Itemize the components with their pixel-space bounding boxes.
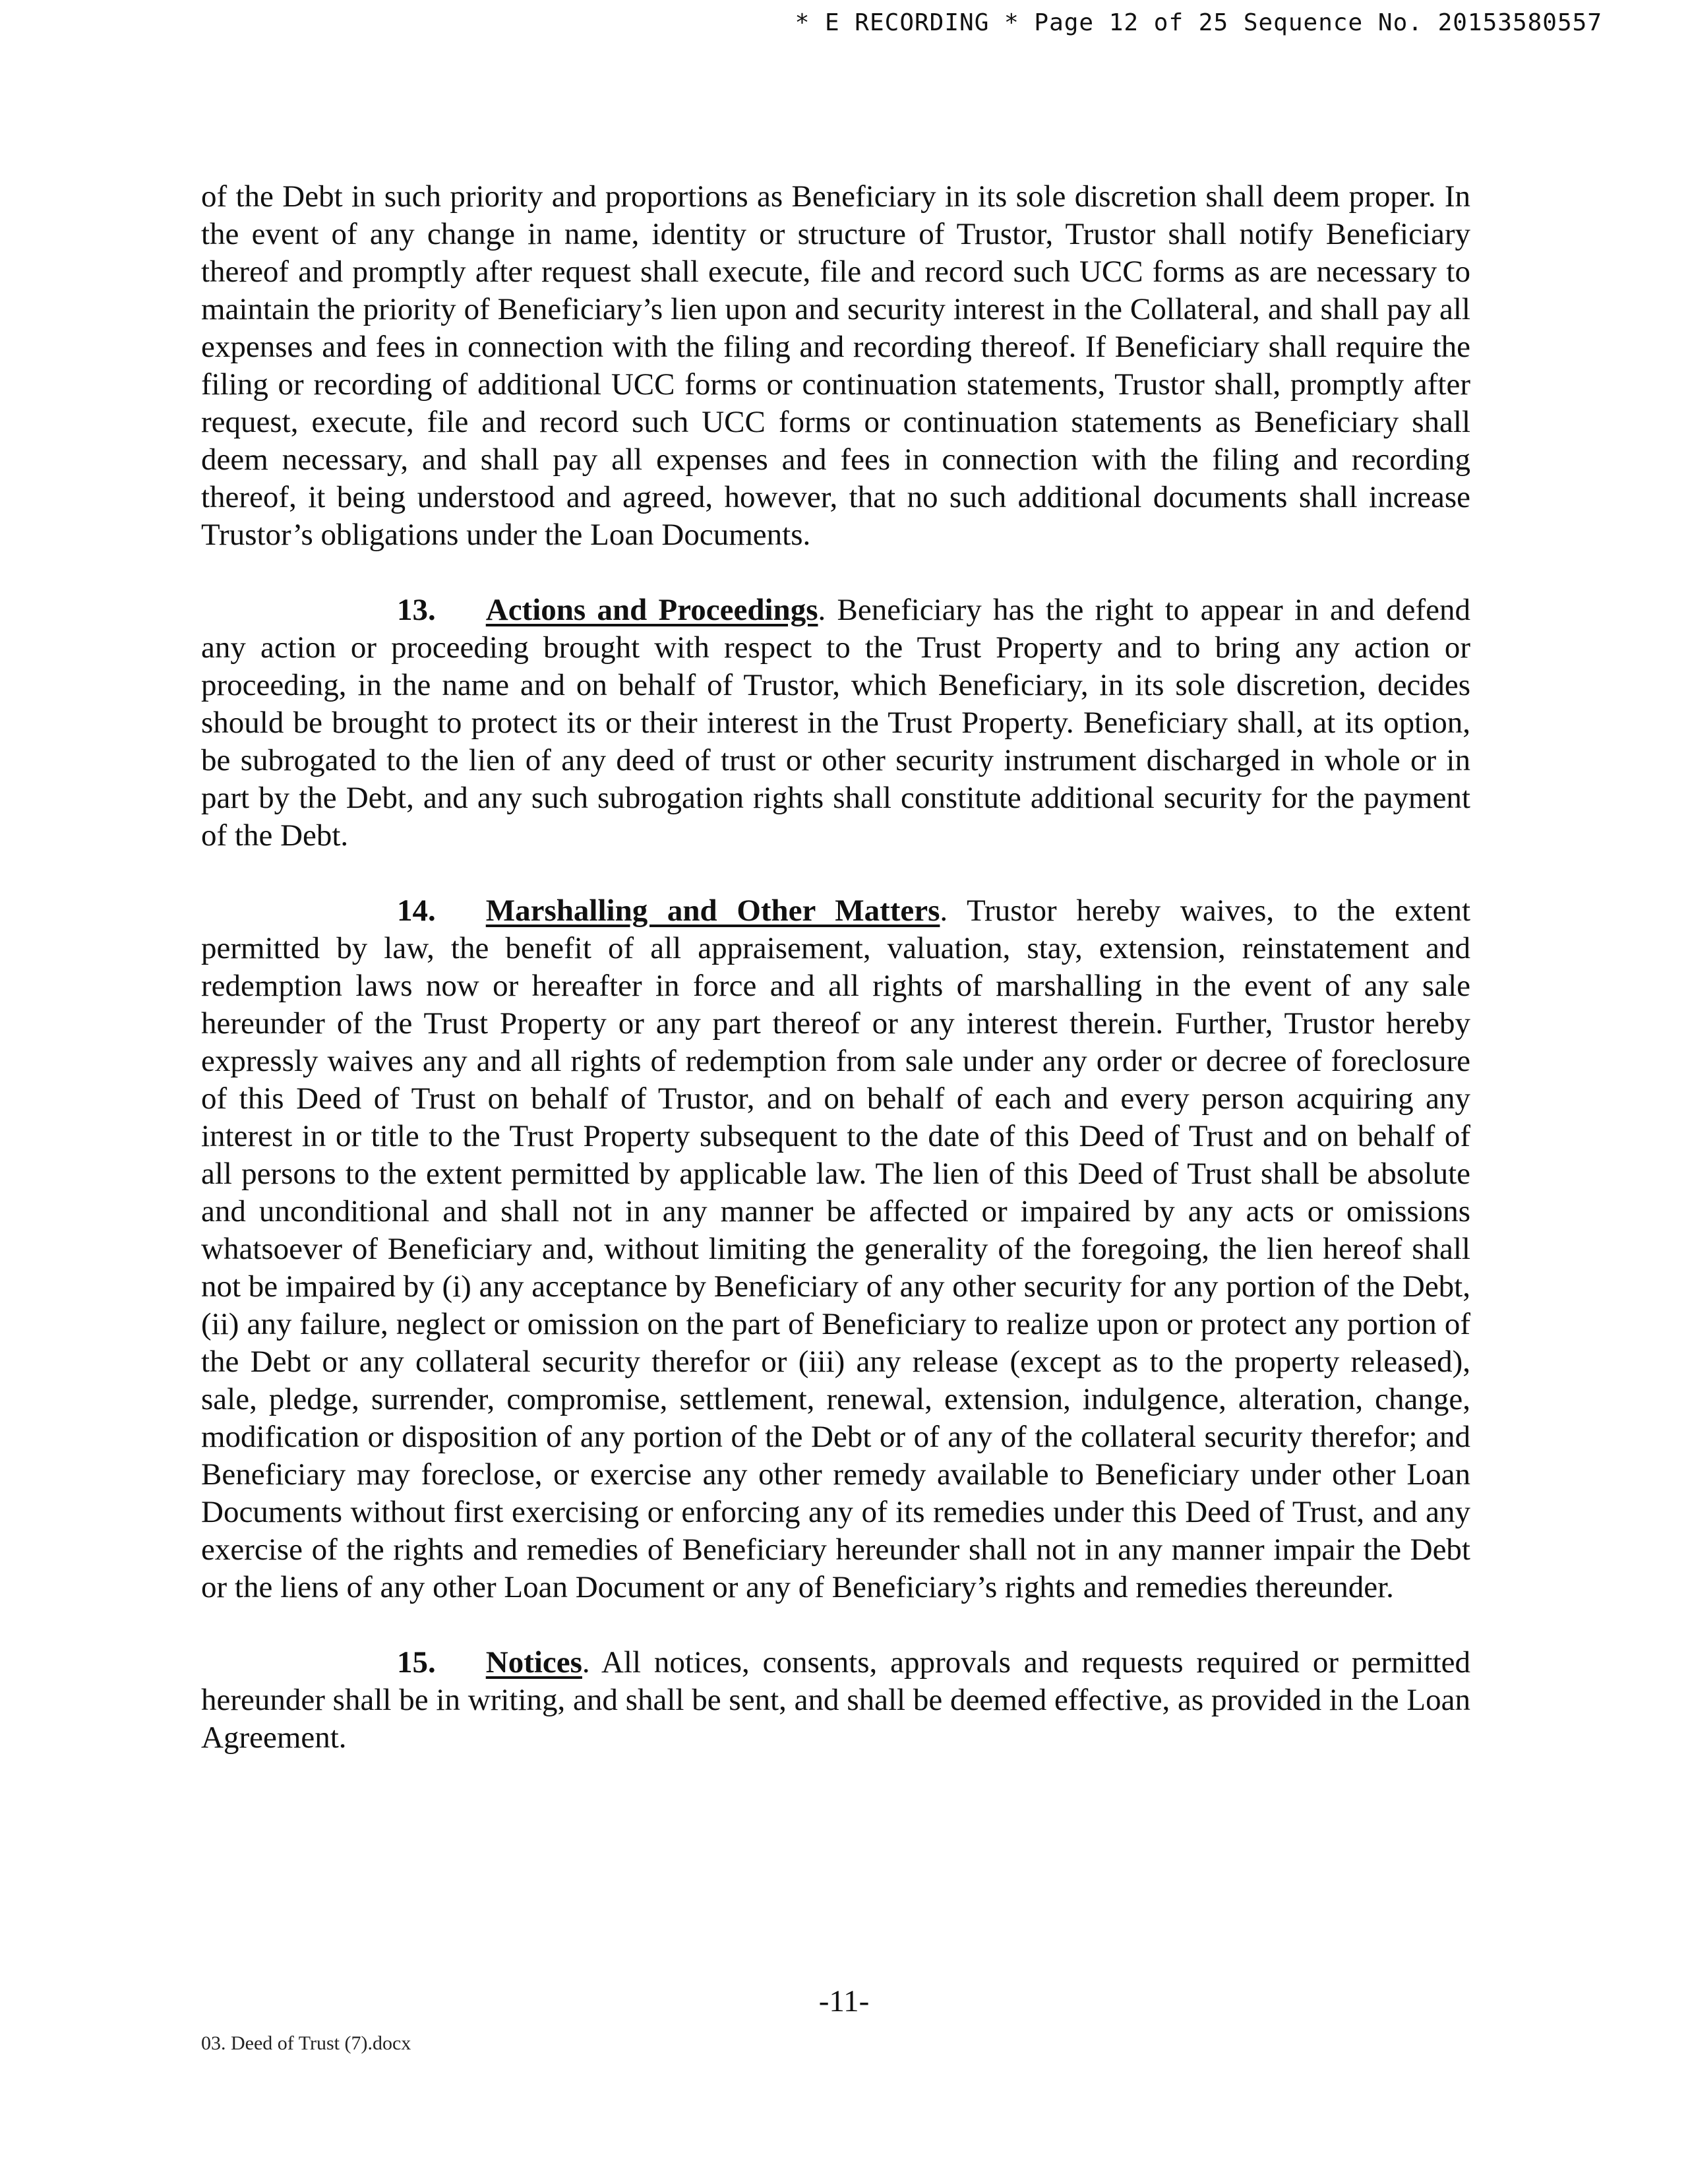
section-text: . Beneficiary has the right to appear in and defend any action or proceeding brought with respect to the Trust Property and to bring any action or proceeding, in the name and on behalf of Trustor, which Beneficiary, in its sole discretion, decides should be brought to protect its or their interest in the Trust Property. Beneficiary shall, at its option, be subrogated to the lien of any deed of trust or other security instrument discharged in whole or in part by the Debt, and any such subrogation rights shall constitute additional security for the payment of the Debt.: [201, 593, 1470, 853]
section-number: 14.: [397, 894, 436, 928]
section-number: 13.: [397, 593, 436, 627]
section-14: [201, 892, 1470, 1606]
section-13: [201, 592, 1470, 855]
footer-filename: 03. Deed of Trust (7).docx: [201, 2032, 411, 2054]
page-number: -11-: [818, 1984, 870, 2018]
section-heading: Marshalling and Other Matters: [485, 894, 940, 928]
section-number: 15.: [397, 1645, 436, 1680]
section-text: . Trustor hereby waives, to the extent permitted by law, the benefit of all appraisement, valuation, stay, extension, reinstatement and redemption laws now or hereafter in force and all rights of marshalling in the event of any sale hereunder of the Trust Property or any part thereof or any interest therein. Further, Trustor hereby expressly waives any and all rights of redemption from sale under any order or decree of foreclosure of this Deed of Trust on behalf of Trustor, and on behalf of each and every person acquiring any interest in or title to the Trust Property subsequent to the date of this Deed of Trust and on behalf of all persons to the extent permitted by applicable law. The lien of this Deed of Trust shall be absolute and unconditional and shall not in any manner be affected or impaired by any acts or omissions whatsoever of Beneficiary and, without limiting the generality of the foregoing, the lien hereof shall not be impaired by (i) any acceptance by Beneficiary of any other security for any portion of the Debt, (ii) any failure, neglect or omission on the part of Beneficiary to realize upon or protect any portion of the Debt or any collateral security therefor or (iii) any release (except as to the property released), sale, pledge, surrender, compromise, settlement, renewal, extension, indulgence, alteration, change, modification or disposition of any portion of the Debt or of any of the collateral security therefor; and Beneficiary may foreclose, or exercise any other remedy available to Beneficiary under other Loan Documents without first exercising or enforcing any of its remedies under this Deed of Trust, and any exercise of the rights and remedies of Beneficiary hereunder shall not in any manner impair the Debt or the liens of any other Loan Document or any of Beneficiary’s rights and remedies thereunder.: [201, 894, 1470, 1604]
section-15: [201, 1644, 1470, 1757]
section-heading: Actions and Proceedings: [485, 593, 818, 627]
continuation-paragraph: of the Debt in such priority and proportions as Beneficiary in its sole discretion shall deem proper. In the event of any change in name, identity or structure of Trustor, Trustor shall notify Beneficiary thereof and promptly after request shall execute, file and record such UCC forms as are necessary to maintain the priority of Beneficiary’s lien upon and security interest in the Collateral, and shall pay all expenses and fees in connection with the filing and recording thereof. If Beneficiary shall require the filing or recording of additional UCC forms or continuation statements, Trustor shall, promptly after request, execute, file and record such UCC forms or continuation statements as Beneficiary shall deem necessary, and shall pay all expenses and fees in connection with the filing and recording thereof, it being understood and agreed, however, that no such additional documents shall increase Trustor’s obligations under the Loan Documents.: [201, 179, 1470, 552]
section-text: . All notices, consents, approvals and requests required or permitted hereunder shall be in writing, and shall be sent, and shall be deemed effective, as provided in the Loan Agreement.: [201, 1645, 1470, 1755]
document-body: [201, 178, 1470, 1757]
section-heading: Notices: [485, 1645, 582, 1680]
recording-header: * E RECORDING * Page 12 of 25 Sequence No. 20153580557: [795, 9, 1602, 36]
